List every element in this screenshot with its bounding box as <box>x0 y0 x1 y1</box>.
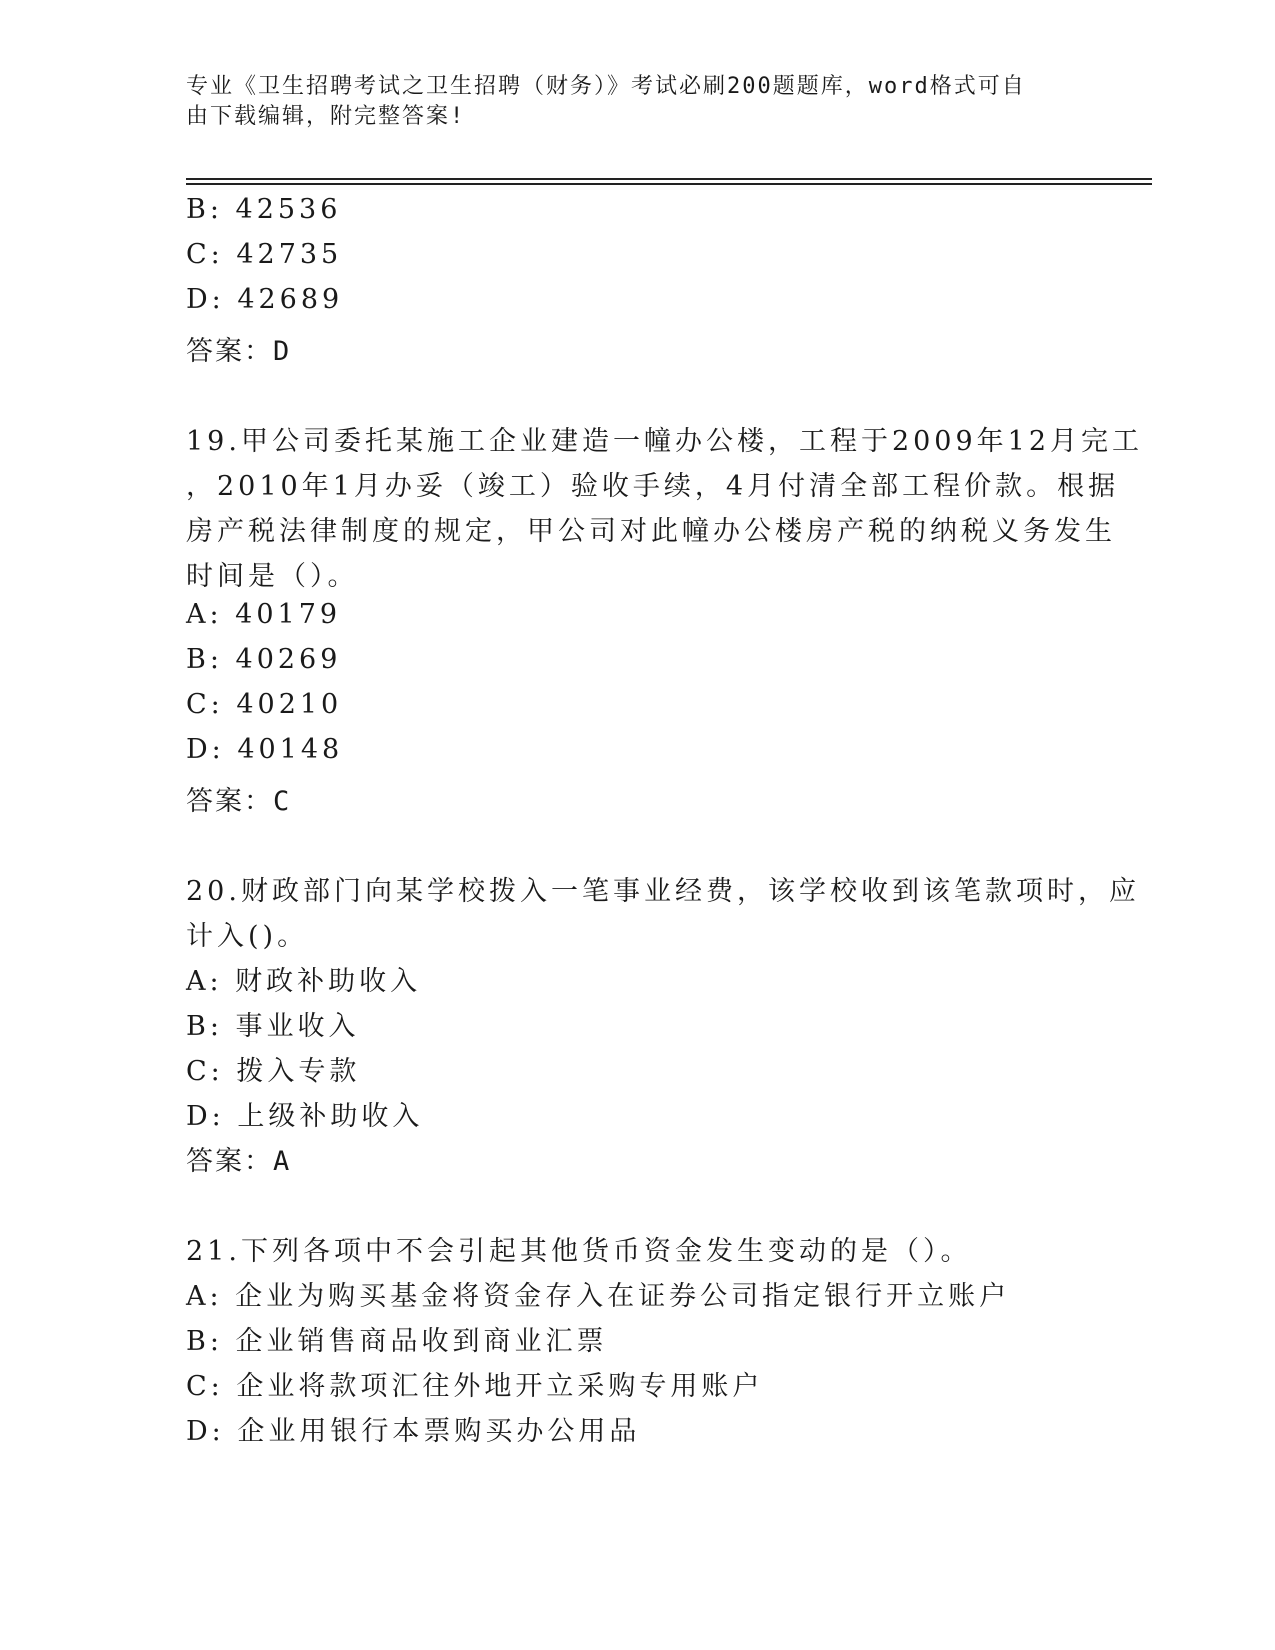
q19-option-a: A: 40179 <box>186 599 342 630</box>
q21-text-line-1: 21.下列各项中不会引起其他货币资金发生变动的是（）。 <box>186 1236 972 1267</box>
q18-option-c: C: 42735 <box>186 239 343 270</box>
document-header <box>186 72 1066 132</box>
q19-option-d: D: 40148 <box>186 734 344 765</box>
q19-option-b: B: 40269 <box>186 644 342 675</box>
q19-answer: 答案：C <box>186 786 292 817</box>
q18-option-b: B: 42536 <box>186 194 342 225</box>
q19-text-line-2: ，2010年1月办妥（竣工）验收手续，4月付清全部工程价款。根据 <box>186 471 1120 502</box>
header-line-2: 由下载编辑，附完整答案! <box>186 104 466 129</box>
q21-option-b: B: 企业销售商品收到商业汇票 <box>186 1326 608 1357</box>
q20-text-line-2: 计入()。 <box>186 921 309 952</box>
q18-option-d: D: 42689 <box>186 284 344 315</box>
q19-text-line-4: 时间是（）。 <box>186 561 359 592</box>
q20-answer: 答案：A <box>186 1146 292 1177</box>
q20-option-b: B: 事业收入 <box>186 1011 360 1042</box>
q18-answer: 答案：D <box>186 336 292 367</box>
q20-option-c: C: 拨入专款 <box>186 1056 361 1087</box>
q20-text-line-1: 20.财政部门向某学校拨入一笔事业经费，该学校收到该笔款项时，应 <box>186 876 1140 907</box>
header-rule-top <box>186 178 1152 180</box>
q20-option-d: D: 上级补助收入 <box>186 1101 424 1132</box>
q21-option-c: C: 企业将款项汇往外地开立采购专用账户 <box>186 1371 764 1402</box>
header-rule-bottom <box>186 183 1152 185</box>
q19-option-c: C: 40210 <box>186 689 343 720</box>
q19-text-line-1: 19.甲公司委托某施工企业建造一幢办公楼，工程于2009年12月完工 <box>186 426 1144 457</box>
q21-option-d: D: 企业用银行本票购买办公用品 <box>186 1416 641 1447</box>
q21-option-a: A: 企业为购买基金将资金存入在证券公司指定银行开立账户 <box>186 1281 1011 1312</box>
header-line-1: 专业《卫生招聘考试之卫生招聘（财务）》考试必刷200题题库，word格式可自 <box>186 74 1026 99</box>
q19-text-line-3: 房产税法律制度的规定，甲公司对此幢办公楼房产税的纳税义务发生 <box>186 516 1116 547</box>
q20-option-a: A: 财政补助收入 <box>186 966 422 997</box>
